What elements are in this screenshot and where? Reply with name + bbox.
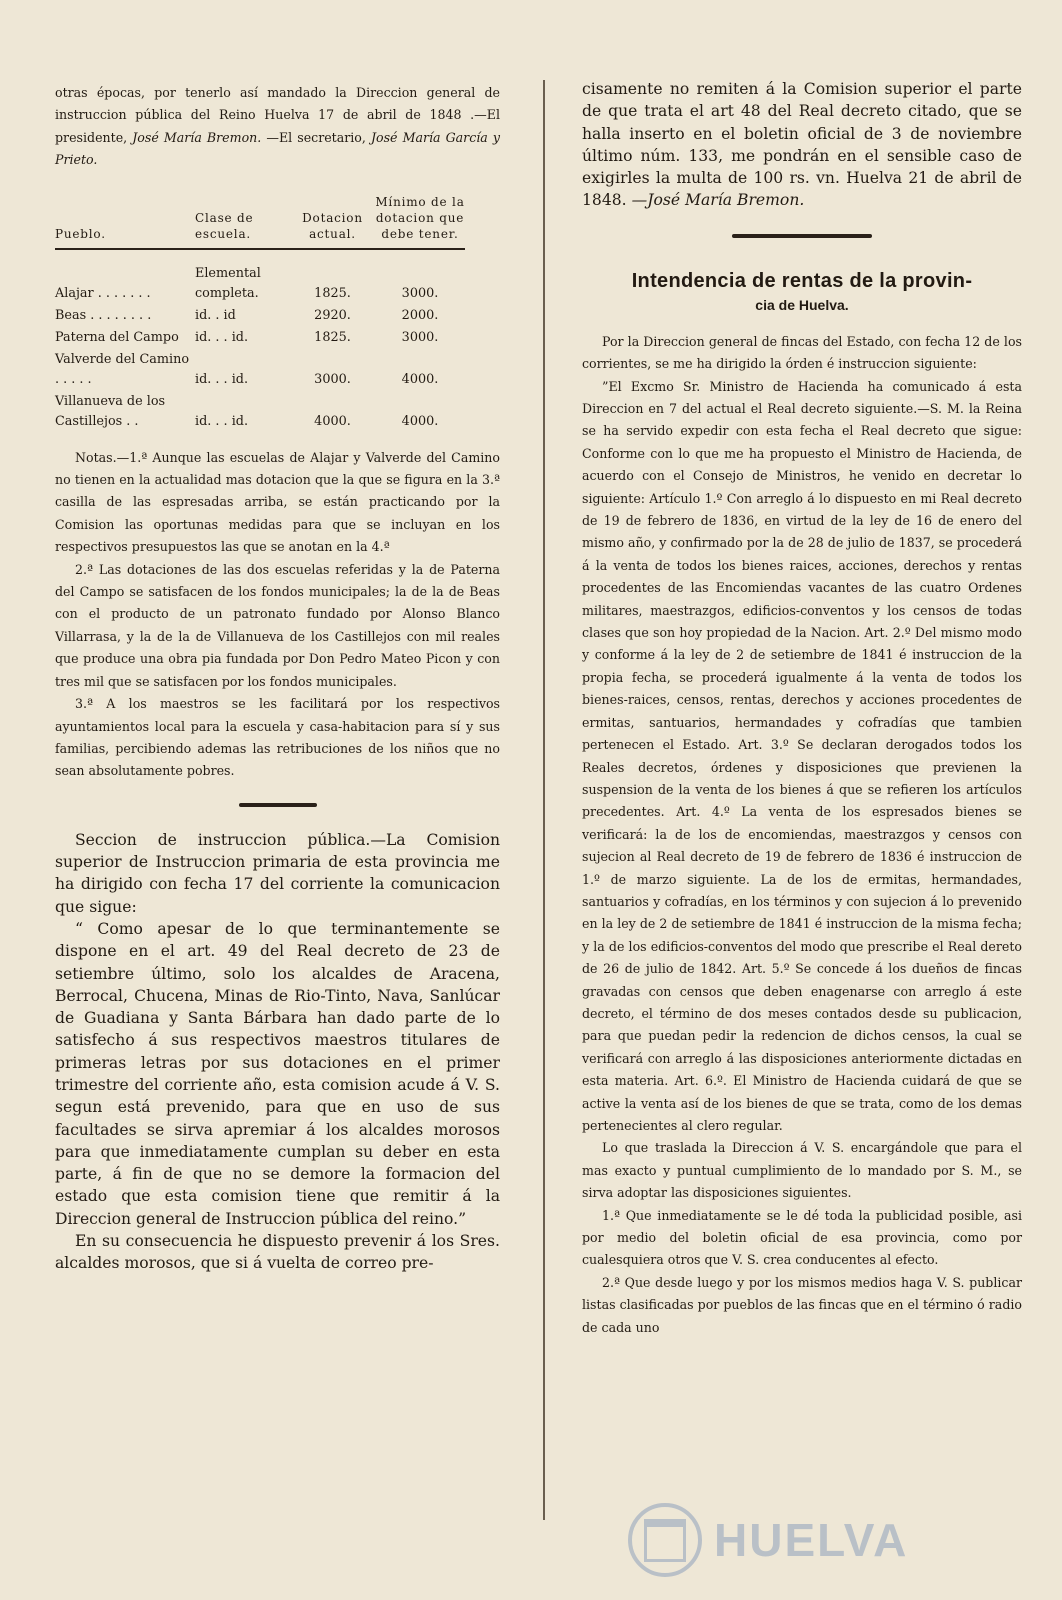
note-paragraph: 3.ª A los maestros se les facilitará por los respectivos ayuntamientos local para la escuela y casa-habitacion para sí y sus familias, percibiendo ademas las retribuciones de los niños que no sean absolutamente pobres. [55,696,500,779]
table-row: Paterna del Campo id. . . id. 1825. 3000. [55,329,439,345]
watermark-text: HUELVA [714,1514,909,1566]
table-header: Clase de escuela. [195,194,290,249]
section-heading: Intendencia de rentas de la provin- [631,269,973,292]
table-row: Beas . . . . . . . . id. . id 2920. 2000. [55,307,439,323]
dotation-table [55,194,465,433]
table-header: Dotacion actual. [290,194,375,249]
table-header: Pueblo. [55,194,195,249]
continuation-paragraph: cisamente no remiten á la Comision superior el parte de que trata el art 48 del Real decreto citado, que se halla inserto en el boletin oficial de 3 de noviembre último núm. 133, me pondrán en el sensible caso de exigirles la multa de 100 rs. vn. Huelva 21 de abril de 1848. —José María Bremon. [582,80,1022,210]
table-header-row [55,194,465,249]
left-column [55,0,500,1275]
note-paragraph: 2.ª Las dotaciones de las dos escuelas referidas y la de Paterna del Campo se satisfacen de los fondos municipales; la de la de Beas con el producto de un patronato fundado por Alonso Blanco Villarrasa, y la de la de Villanueva de los Castillejos con mil reales que produce una obra pia fundada por Don Pedro Mateo Picon y con tres mil que se satisfacen por los fondos municipales. [55,561,500,689]
section-ornament [732,234,872,238]
body-paragraph: Lo que traslada la Direccion á V. S. encargándole que para el mas exacto y puntual cumplimiento de lo mandado por S. M., se sirva adoptar las disposiciones siguientes. [582,1140,1022,1201]
section-subheading: cia de Huelva. [755,296,849,313]
body-paragraph: Por la Direccion general de fincas del Estado, con fecha 12 de los corrientes, se me ha dirigido la órden é instruccion siguiente: [582,333,1022,372]
secretary-signature: José María García y Prieto. [55,129,500,168]
section-paragraph: Seccion de instruccion pública.—La Comision superior de Instruccion primaria de esta provincia me ha dirigido con fecha 17 del corriente la comunicacion que sigue: [55,830,500,916]
section-title: Seccion de instruccion pública. [75,830,371,849]
note-paragraph: Notas.—1.ª Aunque las escuelas de Alajar y Valverde del Camino no tienen en la actualidad mas dotacion que la que se figura en la 3.ª casilla de las espresadas arriba, se están practicando por la Comision las oportunas medidas para que se incluyan en los respectivos presupuestos las que se anotan en la 4.ª [55,449,500,555]
archive-seal-icon [628,1503,702,1577]
huelva-watermark [628,1502,1028,1578]
president-signature: José María Bremon. [132,129,262,145]
column-divider [543,80,545,1520]
intro-paragraph: otras épocas, por tenerlo así mandado la Direccion general de instruccion pública del Reino Huelva 17 de abril de 1848 .—El presidente, José María Bremon. —El secretario, José María García y Prieto. [55,85,500,168]
consequence-paragraph: En su consecuencia he dispuesto prevenir á los Sres. alcaldes morosos, que si á vuelta de correo pre- [55,1232,500,1273]
bremon-signature: —José María Bremon. [631,191,805,210]
decree-paragraph: ”El Excmo Sr. Ministro de Hacienda ha comunicado á esta Direccion en 7 del actual el Real decreto siguiente.—S. M. la Reina se ha servido expedir con esta fecha el Real decreto que sigue: Conforme con lo que me ha propuesto el Ministro de Hacienda, de acuerdo con el Consejo de Ministros, he venido en decretar lo siguiente: Artículo 1.º Con arreglo á lo dispuesto en mi Real decreto de 19 de febrero de 1836, en virtud de la ley de 16 de enero del mismo año, y confirmado por la de 28 de julio de 1837, se procederá á la venta de todos los bienes raices, acciones, derechos y rentas procedentes de las Encomiendas vacantes de las cuatro Ordenes militares, maestrazgos, edificios-conventos y los censos de todas clases que son hoy propiedad de la Nacion. Art. 2.º Del mismo modo y conforme á la ley de 2 de setiembre de 1841 é instruccion de la propia fecha, se procederá igualmente á la venta de todos los bienes-raices, censos, rentas, derechos y acciones procedentes de ermitas, santuarios, hermandades y cofradías que tambien pertenecen el Estado. Art. 3.º Se declaran derogados todos los Reales decretos, órdenes y disposiciones que previenen la suspension de la venta de los bienes á que se refieren los artículos precedentes. Art. 4.º La venta de los espresados bienes se verificará: la de los de encomiendas, maestrazgos y censos con sujecion al Real decreto de 19 de febrero de 1836 é instruccion de 1.º de marzo siguiente. La de los de ermitas, hermandades, santuarios y cofradías, en los términos y con sujecion á lo prevenido en la ley de 2 de setiembre de 1841 é instruccion de la misma fecha; y la de los edificios-conventos del modo que prescribe el Real dereto de 26 de julio de 1842. Art. 5.º Se concede á los dueños de fincas gravadas con censos que deben enagenarse con arreglo á este decreto, el término de dos meses contados desde su publicacion, para que puedan pedir la redencion de dichos censos, la cual se verificará con arreglo á las disposiciones anteriormente dictadas en esta materia. Art. 6.º. El Ministro de Hacienda cuidará de que se active la venta así de los bienes de que se trata, como de los demas pertenecientes al clero regular. [582,378,1022,1133]
body-paragraph: 2.ª Que desde luego y por los mismos medios haga V. S. publicar listas clasificadas por pueblos de las fincas que en el término ó radio de cada uno [582,1274,1022,1335]
table-row: Alajar . . . . . . . Elemental completa. 1825. 3000. [55,265,439,301]
table-header: Mínimo de la dotacion que debe tener. [375,194,465,249]
section-ornament [239,803,317,807]
quote-paragraph: “ Como apesar de lo que terminantemente se dispone en el art. 49 del Real decreto de 23 de setiembre último, solo los alcaldes de Aracena, Berrocal, Chucena, Minas de Rio-Tinto, Nava, Sanlúcar de Guadiana y Santa Bárbara han dado parte de lo satisfecho á sus respectivos maestros titulares de primeras letras por sus dotaciones en el primer trimestre del corriente año, esta comision acude á V. S. segun está prevenido, para que en uso de sus facultades se sirva apremiar á los alcaldes morosos para que inmediatamente cumplan su deber en esta parte, á fin de que no se demore la formacion del estado que esta comision tiene que remitir á la Direccion general de Instruccion pública del reino.” [55,919,500,1228]
right-column [582,0,1022,1339]
body-paragraph: 1.ª Que inmediatamente se le dé toda la publicidad posible, asi por medio del boletin oficial de esa provincia, como por cualesquiera otros que V. S. crea conducentes al efecto. [582,1207,1022,1268]
table-row: Valverde del Camino . . . . . id. . . id. 3000. 4000. [55,351,439,387]
table-row: Villanueva de los Castillejos . . id. . . id. 4000. 4000. [55,393,439,429]
